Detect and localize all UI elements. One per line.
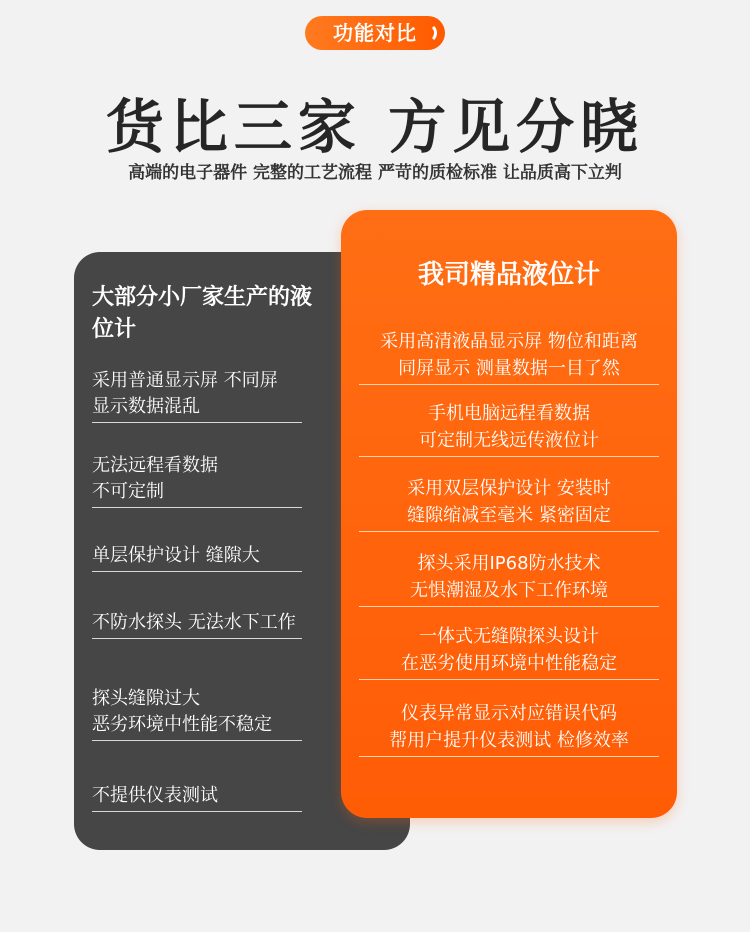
competitor-item-line: 显示数据混乱 — [92, 396, 200, 417]
feature-item — [359, 700, 659, 757]
feature-item — [359, 328, 659, 385]
feature-item — [359, 623, 659, 680]
feature-item-line: 一体式无缝隙探头设计 — [419, 626, 599, 647]
competitor-item-line: 无法远程看数据 — [92, 455, 218, 476]
competitor-item — [92, 368, 302, 423]
headline: 货比三家 方见分晓 — [105, 93, 645, 161]
competitor-item-line: 单层保护设计 缝隙大 — [92, 545, 260, 566]
feature-item-line: 帮用户提升仪表测试 检修效率 — [389, 730, 629, 751]
competitor-title: 大部分小厂家生产的液位计 — [92, 285, 313, 342]
arc-icon — [423, 23, 437, 43]
competitor-item — [92, 610, 302, 639]
subline: 高端的电子器件 完整的工艺流程 严苛的质检标准 让品质高下立判 — [128, 163, 622, 183]
competitor-item — [92, 783, 302, 812]
competitor-item-line: 不可定制 — [92, 481, 164, 502]
competitor-item — [92, 543, 302, 572]
feature-item-line: 无惧潮湿及水下工作环境 — [410, 580, 608, 601]
feature-item-line: 探头采用IP68防水技术 — [417, 553, 601, 574]
competitor-item-line: 探头缝隙过大 — [92, 688, 200, 709]
competitor-item-line: 不防水探头 无法水下工作 — [92, 612, 296, 633]
feature-item-line: 手机电脑远程看数据 — [428, 403, 590, 424]
badge-label: 功能对比 — [333, 21, 417, 45]
feature-item — [359, 550, 659, 607]
competitor-item-line: 恶劣环境中性能不稳定 — [92, 714, 272, 735]
feature-item-line: 采用双层保护设计 安装时 — [407, 478, 611, 499]
competitor-item-line: 不提供仪表测试 — [92, 785, 218, 806]
feature-item-line: 仪表异常显示对应错误代码 — [401, 703, 617, 724]
feature-item-line: 同屏显示 测量数据一目了然 — [398, 358, 620, 379]
feature-item-line: 采用高清液晶显示屏 物位和距离 — [380, 331, 638, 352]
section-badge — [305, 16, 445, 50]
feature-item-line: 可定制无线远传液位计 — [419, 430, 599, 451]
feature-item — [359, 475, 659, 532]
our-product-title: 我司精品液位计 — [417, 260, 600, 290]
feature-item — [359, 400, 659, 457]
competitor-item — [92, 686, 302, 741]
our-product-card — [341, 210, 677, 818]
feature-item-line: 在恶劣使用环境中性能稳定 — [401, 653, 617, 674]
competitor-item-line: 采用普通显示屏 不同屏 — [92, 370, 278, 391]
competitor-item — [92, 453, 302, 508]
feature-item-line: 缝隙缩减至毫米 紧密固定 — [407, 505, 611, 526]
